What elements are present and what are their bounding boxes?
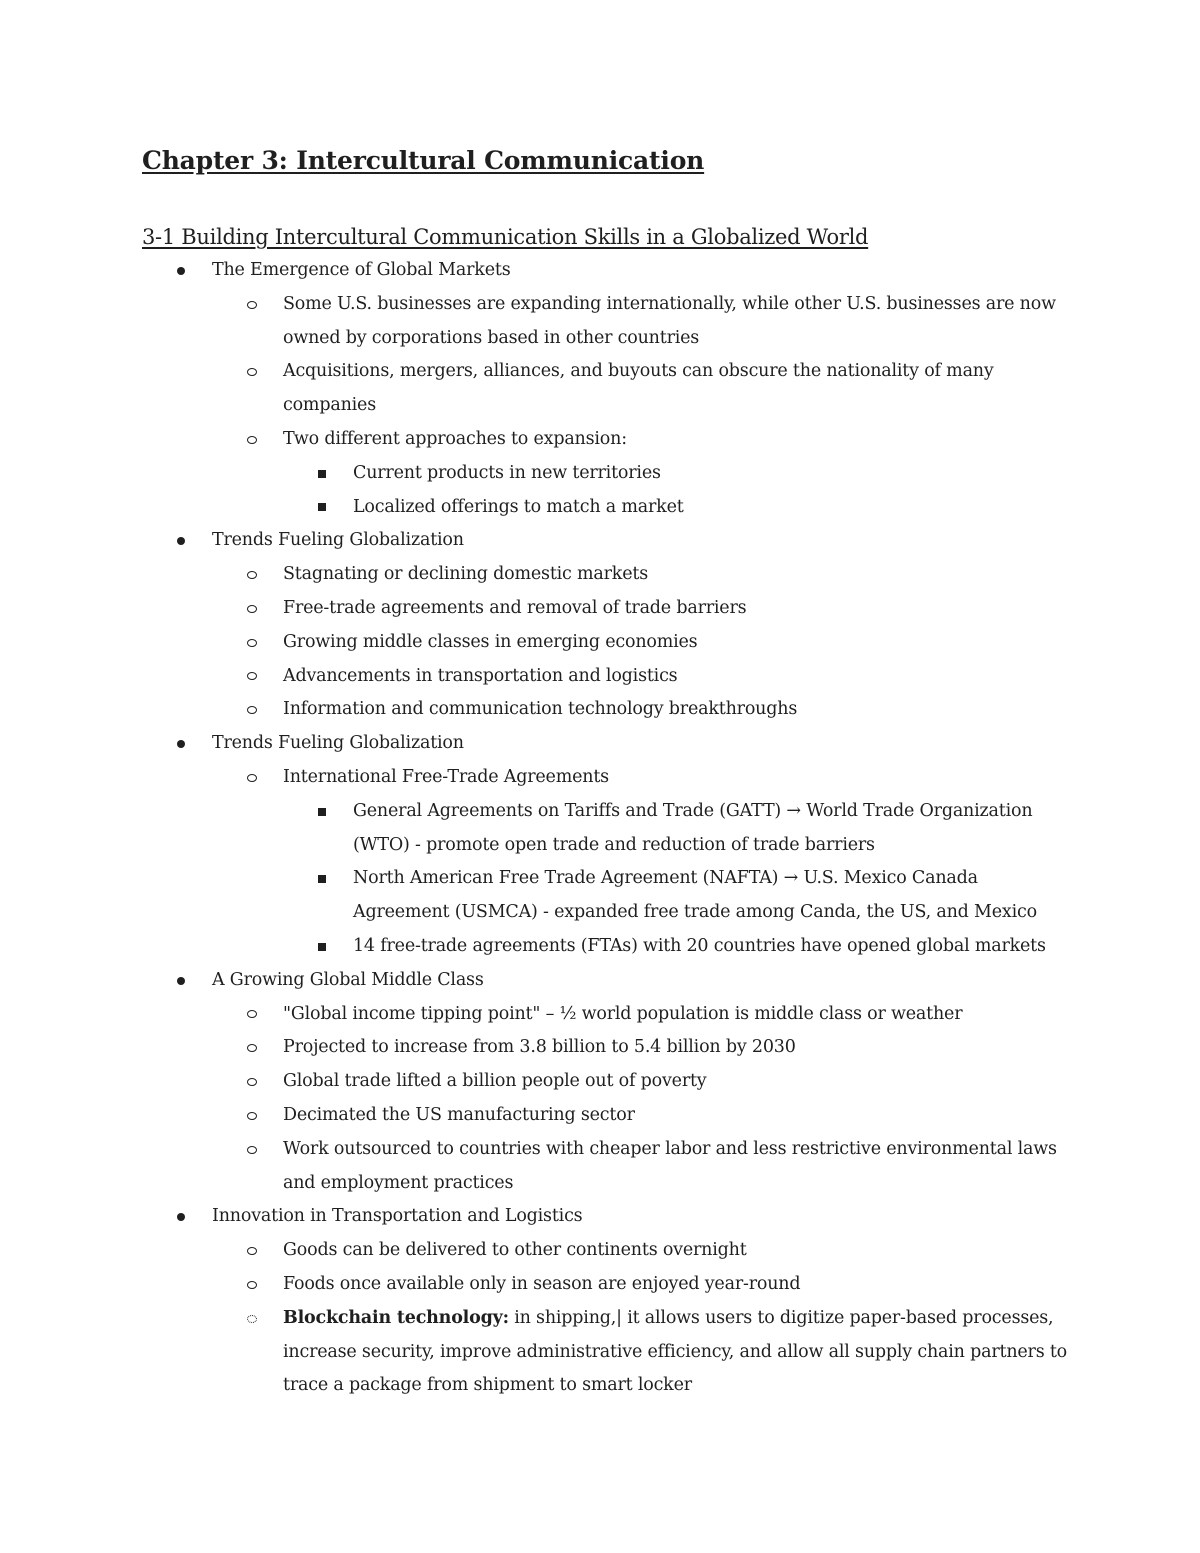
point-text: Two different approaches to expansion: [283, 428, 627, 449]
bullet-dot-icon [174, 727, 188, 761]
bullet-dot-icon [174, 1200, 188, 1234]
bullet-square-icon [315, 491, 329, 525]
list-item [142, 558, 1072, 592]
list-item [142, 862, 1072, 930]
list-item [142, 626, 1072, 660]
bullet-circle-icon [245, 1031, 259, 1065]
list-item [142, 660, 1072, 694]
bullet-square-icon [315, 457, 329, 491]
point-text: Stagnating or declining domestic markets [283, 564, 648, 585]
list-item [142, 761, 1072, 964]
bullet-circle-icon [245, 1133, 259, 1167]
point-list [142, 558, 1072, 727]
bullet-circle-icon [245, 761, 259, 795]
point-text: Global trade lifted a billion people out of poverty [283, 1071, 707, 1092]
point-text: "Global income tipping point" – ½ world population is middle class or weather [283, 1003, 963, 1024]
list-item [142, 524, 1072, 727]
bullet-square-icon [315, 862, 329, 896]
bullet-circle-icon [245, 558, 259, 592]
chapter-title: Chapter 3: Intercultural Communication [142, 146, 705, 175]
point-list [142, 761, 1072, 964]
bullet-dot-icon [174, 964, 188, 998]
bullet-circle-icon [245, 592, 259, 626]
point-lead: Blockchain technology: [283, 1307, 509, 1328]
topic-title: Trends Fueling Globalization [212, 530, 464, 551]
bullet-circle-icon [245, 693, 259, 727]
topic-title: Innovation in Transportation and Logistics [212, 1206, 583, 1227]
point-text: Some U.S. businesses are expanding internationally, while other U.S. businesses are now owned by corporations based in other countries [283, 293, 1056, 348]
point-text: Work outsourced to countries with cheaper labor and less restrictive environmental laws and employment practices [283, 1138, 1057, 1193]
list-item [142, 254, 1072, 524]
list-item [142, 930, 1072, 964]
bullet-circle-icon [245, 1234, 259, 1268]
list-item [142, 1302, 1072, 1403]
subpoint-text: 14 free-trade agreements (FTAs) with 20 countries have opened global markets [353, 935, 1046, 956]
bullet-circle-icon [245, 1065, 259, 1099]
document-page [142, 142, 1072, 1403]
point-text: Projected to increase from 3.8 billion to 5.4 billion by 2030 [283, 1037, 796, 1058]
point-text: Free-trade agreements and removal of trade barriers [283, 597, 747, 618]
bullet-square-icon [315, 795, 329, 829]
point-list [142, 288, 1072, 525]
point-text: Goods can be delivered to other continents overnight [283, 1240, 747, 1261]
subpoint-text: Localized offerings to match a market [353, 496, 684, 517]
bullet-circle-icon [245, 355, 259, 389]
list-item [142, 998, 1072, 1032]
list-item [142, 355, 1072, 423]
point-list [142, 998, 1072, 1201]
bullet-circle-icon [245, 626, 259, 660]
point-text: Information and communication technology breakthroughs [283, 699, 798, 720]
bullet-dot-icon [174, 254, 188, 288]
point-text: Acquisitions, mergers, alliances, and buyouts can obscure the nationality of many companies [283, 361, 994, 416]
subpoint-text: North American Free Trade Agreement (NAFTA) → U.S. Mexico Canada Agreement (USMCA) - expanded free trade among Canda, the US, and Mexico [353, 868, 1037, 923]
bullet-circle-icon [245, 423, 259, 457]
point-text: Foods once available only in season are enjoyed year-round [283, 1273, 801, 1294]
list-item [142, 491, 1072, 525]
topic-title: A Growing Global Middle Class [212, 969, 484, 990]
subpoint-text: Current products in new territories [353, 462, 661, 483]
list-item [142, 1099, 1072, 1133]
bullet-dot-icon [174, 524, 188, 558]
list-item [142, 1234, 1072, 1268]
topic-title: Trends Fueling Globalization [212, 733, 464, 754]
subpoint-text: General Agreements on Tariffs and Trade (GATT) → World Trade Organization (WTO) - promote open trade and reduction of trade barriers [353, 800, 1033, 855]
bullet-square-icon [315, 930, 329, 964]
point-text: Advancements in transportation and logistics [283, 665, 678, 686]
list-item [142, 423, 1072, 524]
list-item [142, 288, 1072, 356]
subpoint-list [142, 795, 1072, 964]
topic-list [142, 254, 1072, 1403]
bullet-circle-icon [245, 998, 259, 1032]
list-item [142, 1200, 1072, 1403]
list-item [142, 1031, 1072, 1065]
bullet-circle-icon [245, 288, 259, 322]
bullet-circle-icon [245, 1302, 259, 1336]
section-title: 3-1 Building Intercultural Communication Skills in a Globalized World [142, 225, 869, 249]
point-text: in shipping,| it allows users to digitize paper-based processes, increase security, improve administrative efficiency, and allow all supply chain partners to trace a package from shipment to smart locker [283, 1307, 1068, 1396]
point-list [142, 1234, 1072, 1403]
list-item [142, 457, 1072, 491]
list-item [142, 795, 1072, 863]
bullet-circle-icon [245, 1268, 259, 1302]
list-item [142, 964, 1072, 1201]
point-text: International Free-Trade Agreements [283, 766, 609, 787]
subpoint-list [142, 457, 1072, 525]
list-item [142, 1268, 1072, 1302]
list-item [142, 592, 1072, 626]
bullet-circle-icon [245, 1099, 259, 1133]
list-item [142, 727, 1072, 964]
list-item [142, 1133, 1072, 1201]
bullet-circle-icon [245, 660, 259, 694]
topic-title: The Emergence of Global Markets [212, 260, 511, 280]
point-text: Decimated the US manufacturing sector [283, 1104, 635, 1125]
list-item [142, 693, 1072, 727]
point-text: Growing middle classes in emerging economies [283, 631, 698, 652]
list-item [142, 1065, 1072, 1099]
